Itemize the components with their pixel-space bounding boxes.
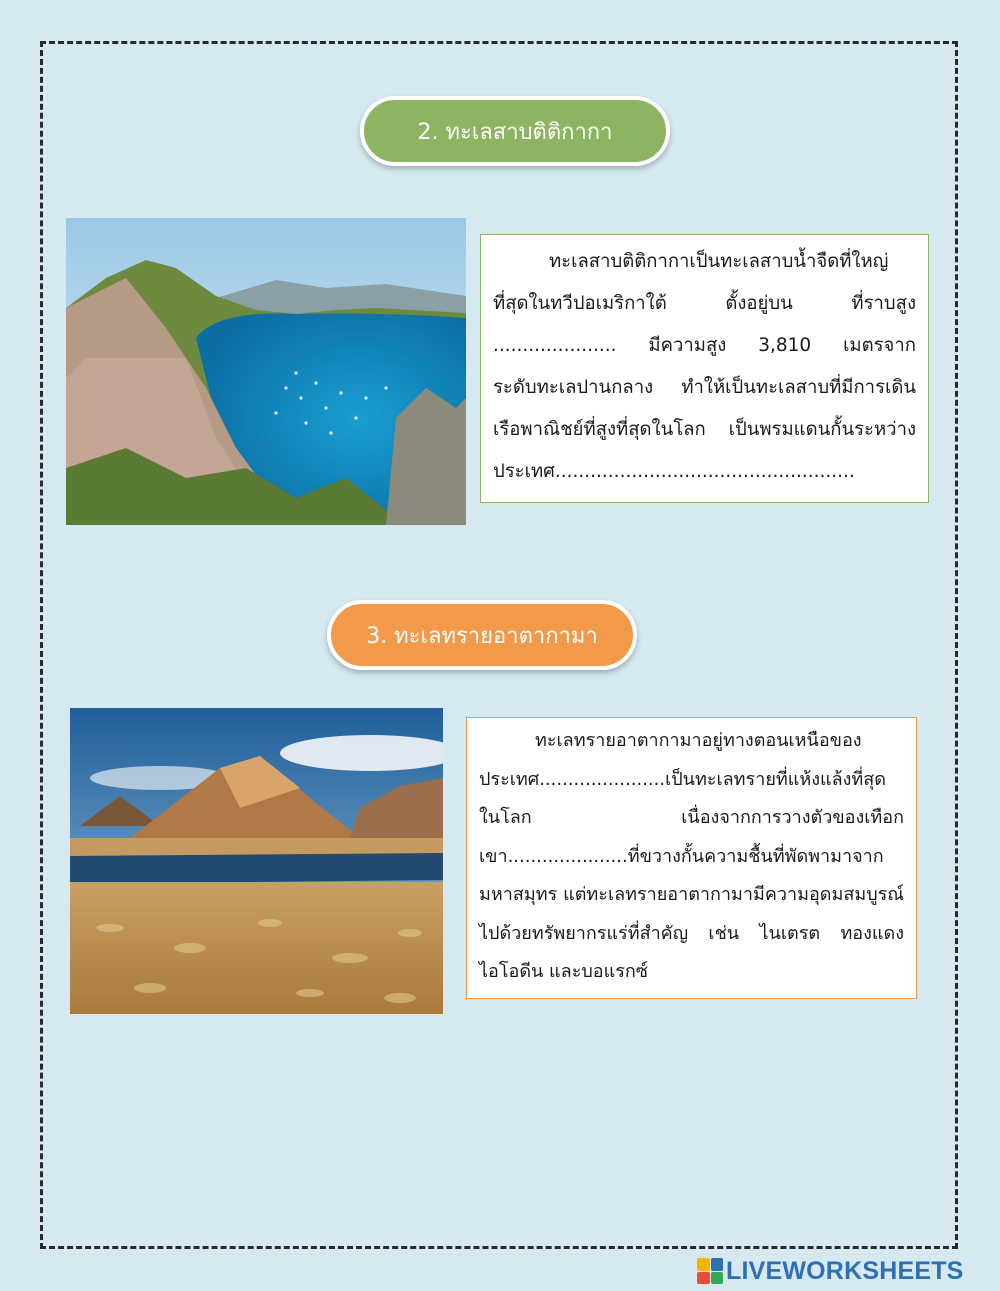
liveworksheets-logo — [697, 1256, 995, 1286]
section-2-paragraph: ทะเลสาบติติกากาเป็นทะเลสาบน้ำจืดที่ใหญ่ที่สุดในทวีปอเมริกาใต้ ตั้งอยู่บน ที่ราบสูง ..................... มีความสูง 3,810 เมตรจากระดับทะเลปานกลาง ทำให้เป็นทะเลสาบที่มีการเดินเรือพาณิชย์ที่สูงที่สุดในโลก เป็นพรมแดนกั้นระหว่างประเทศ................................................... — [493, 251, 916, 482]
section-2-title: 2. ทะเลสาบติติกากา — [360, 96, 670, 166]
section-3-title: 3. ทะเลทรายอาตากามา — [327, 600, 637, 670]
logo-grid-icon — [697, 1258, 723, 1284]
section-3-paragraph: ทะเลทรายอาตากามาอยู่ทางตอนเหนือของประเทศ......................เป็นทะเลทรายที่แห้งแล้งที่สุดในโลก เนื่องจากการวางตัวของเทือกเขา.....................ที่ขวางกั้นความชื้นที่พัดพามาจากมหาสมุทร แต่ทะเลทรายอาตากามามีความอุดมสมบูรณ์ไปด้วยทรัพยากรแร่ที่สำคัญ เช่น ไนเตรต ทองแดง ไอโอดีน และบอแรกซ์ — [479, 730, 904, 982]
section-2-description — [480, 234, 929, 503]
lake-titicaca-image — [66, 218, 466, 525]
atacama-desert-image — [70, 708, 443, 1014]
logo-text: LIVEWORKSHEETS — [726, 1256, 964, 1285]
section-3-description — [466, 717, 917, 999]
